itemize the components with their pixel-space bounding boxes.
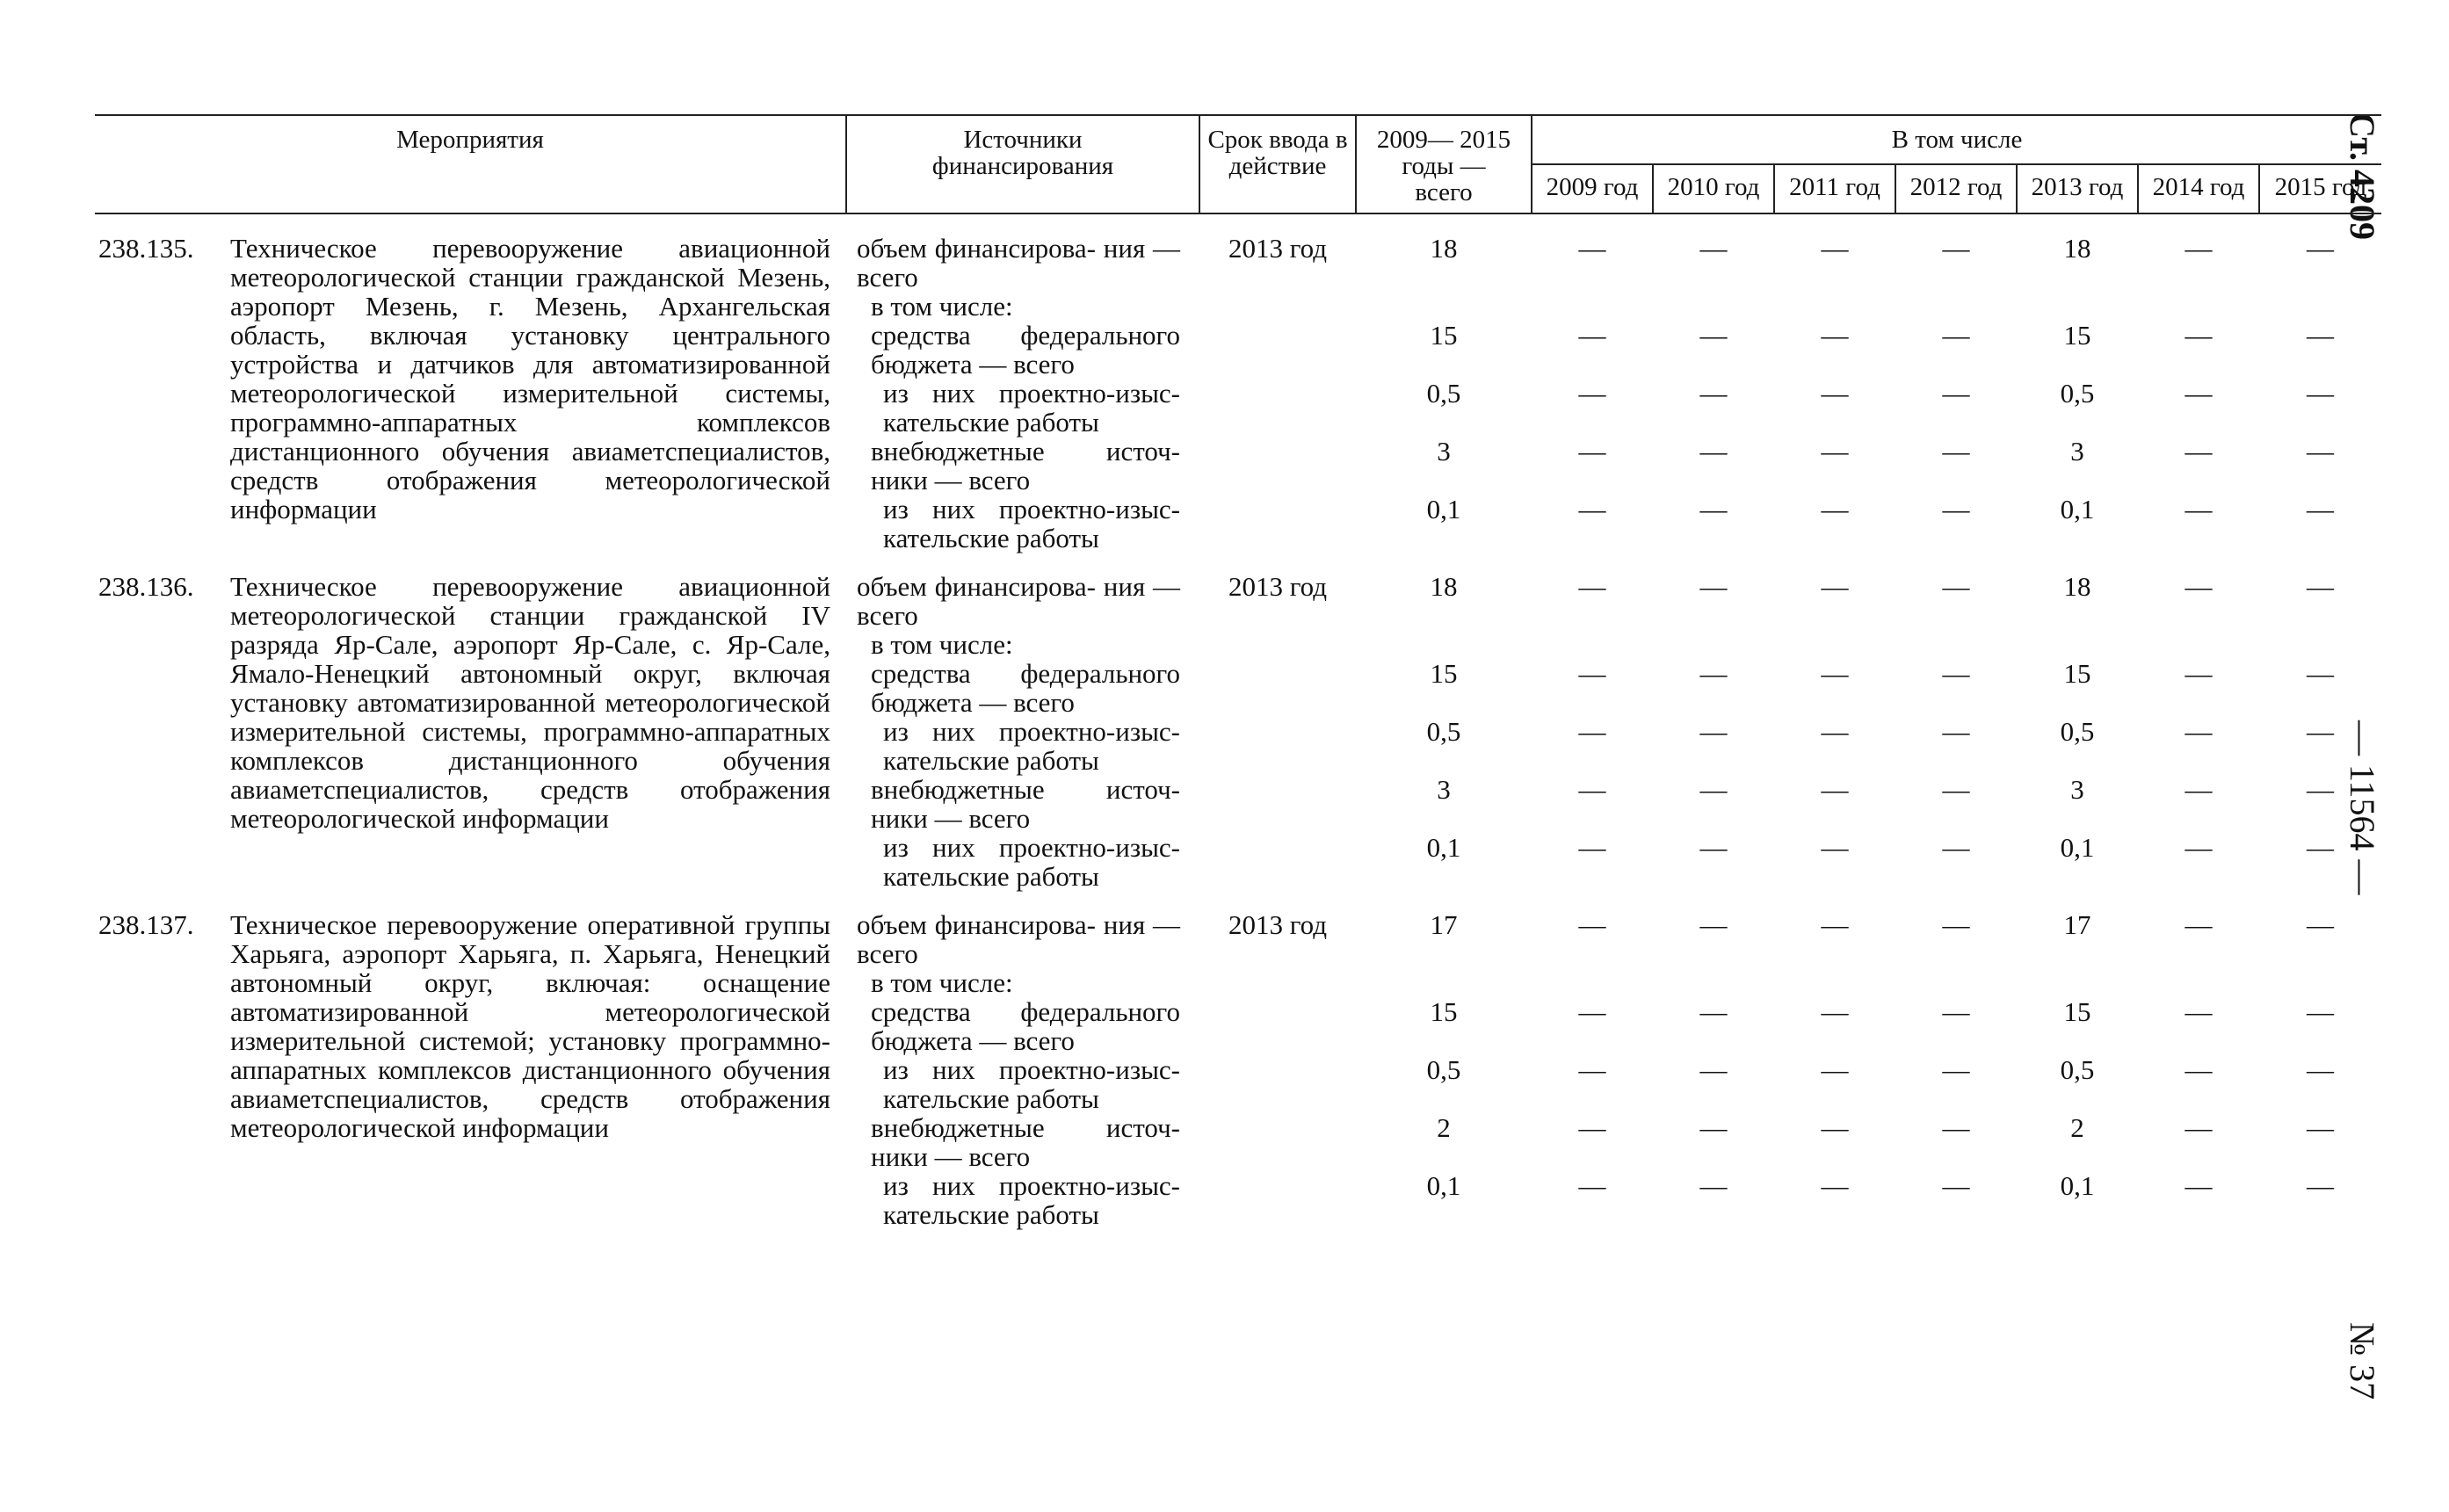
value-2011: — <box>1821 909 1849 940</box>
header-term: Срок ввода в действие <box>1199 115 1356 213</box>
value-2015: — <box>2307 658 2334 689</box>
entry-number: 238.135. <box>98 233 194 264</box>
value-2014: — <box>2185 658 2213 689</box>
entry-term: 2013 год <box>1228 571 1328 602</box>
value-2013: 0,5 <box>2060 378 2095 409</box>
source-offbudget-label: внебюджетные источ- ники — всего <box>871 436 1180 496</box>
value-2014: — <box>2185 320 2213 351</box>
value-2013: 18 <box>2063 233 2091 264</box>
value-total: 15 <box>1430 320 1458 351</box>
header-year: 2013 год <box>2017 164 2138 213</box>
entry-number: 238.136. <box>98 571 194 602</box>
source-rnd-label: из них проектно-изыс- кательские работы <box>883 1054 1180 1114</box>
value-2009: — <box>1578 996 1606 1027</box>
value-2011: — <box>1821 1170 1849 1201</box>
value-2011: — <box>1821 436 1849 467</box>
value-2014: — <box>2185 716 2213 747</box>
source-including-label: в том числе: <box>871 291 1013 322</box>
header-year: 2009 год <box>1532 164 1653 213</box>
value-2010: — <box>1699 1054 1728 1085</box>
value-2010: — <box>1699 1170 1728 1201</box>
value-2015: — <box>2307 996 2334 1027</box>
header-events: Мероприятия <box>95 115 846 213</box>
source-federal-label: средства федерального бюджета — всего <box>871 658 1180 718</box>
value-2011: — <box>1821 571 1849 602</box>
value-2013: 18 <box>2063 571 2091 602</box>
value-total: 15 <box>1430 658 1458 689</box>
value-2013: 15 <box>2063 320 2091 351</box>
value-total: 18 <box>1430 233 1458 264</box>
value-2011: — <box>1821 1054 1849 1085</box>
value-2013: 0,1 <box>2060 494 2095 524</box>
value-2011: — <box>1821 996 1849 1027</box>
value-2013: 0,5 <box>2060 716 2095 747</box>
value-2009: — <box>1578 320 1606 351</box>
value-2015: — <box>2307 494 2334 524</box>
entry-title: Техническое перевооружение авиационной метеорологической станции гражданской Мезень, аэропорт Мезень, г. Мезень, Архангельская область, включая установку центрального устройства и датчиков для автоматизированной метеорологической измерительной системы, программно-аппаратных комплексов дистанционного обучения авиаметспециалистов, средств отображения метеорологической информации <box>230 233 830 524</box>
header-year: 2014 год <box>2138 164 2259 213</box>
value-2013: 0,1 <box>2060 832 2095 863</box>
value-2011: — <box>1821 716 1849 747</box>
source-total-label: объем финансирова- ния — всего <box>857 909 1180 969</box>
value-2014: — <box>2185 909 2213 940</box>
value-2013: 3 <box>2070 436 2084 467</box>
source-offbudget-label: внебюджетные источ- ники — всего <box>871 1112 1180 1172</box>
source-rnd-label: из них проектно-изыс- кательские работы <box>883 832 1180 892</box>
entry-number: 238.137. <box>98 909 194 940</box>
value-2012: — <box>1942 233 1970 264</box>
value-2010: — <box>1699 494 1728 524</box>
value-2011: — <box>1821 832 1849 863</box>
value-2011: — <box>1821 233 1849 264</box>
value-2012: — <box>1942 494 1970 524</box>
entry-row-total <box>95 572 2381 630</box>
value-2014: — <box>2185 571 2213 602</box>
source-rnd-label: из них проектно-изыс- кательские работы <box>883 1170 1180 1230</box>
value-total: 3 <box>1437 436 1451 467</box>
value-2011: — <box>1821 494 1849 524</box>
entry-row-total <box>95 910 2381 968</box>
header-sources: Источники финансирования <box>846 115 1199 213</box>
value-2015: — <box>2307 436 2334 467</box>
value-2010: — <box>1699 378 1728 409</box>
value-2014: — <box>2185 1054 2213 1085</box>
value-2010: — <box>1699 320 1728 351</box>
header-year: 2010 год <box>1653 164 1774 213</box>
value-2012: — <box>1942 716 1970 747</box>
value-2015: — <box>2307 1170 2334 1201</box>
value-2010: — <box>1699 571 1728 602</box>
value-2015: — <box>2307 774 2334 805</box>
value-2015: — <box>2307 832 2334 863</box>
value-2011: — <box>1821 1112 1849 1143</box>
financing-table <box>95 114 2381 1248</box>
value-total: 0,1 <box>1426 1170 1461 1201</box>
source-rnd-label: из них проектно-изыс- кательские работы <box>883 378 1180 438</box>
value-2010: — <box>1699 909 1728 940</box>
value-2010: — <box>1699 1112 1728 1143</box>
value-2012: — <box>1942 378 1970 409</box>
value-2013: 3 <box>2070 774 2084 805</box>
value-2009: — <box>1578 909 1606 940</box>
value-2012: — <box>1942 1170 1970 1201</box>
entry-separator <box>95 891 2381 910</box>
value-2015: — <box>2307 1054 2334 1085</box>
value-2009: — <box>1578 436 1606 467</box>
source-total-label: объем финансирова- ния — всего <box>857 571 1180 631</box>
value-2014: — <box>2185 378 2213 409</box>
value-2010: — <box>1699 996 1728 1027</box>
value-2012: — <box>1942 1112 1970 1143</box>
value-2012: — <box>1942 774 1970 805</box>
value-2014: — <box>2185 1170 2213 1201</box>
value-2012: — <box>1942 320 1970 351</box>
value-2014: — <box>2185 436 2213 467</box>
source-total-label: объем финансирова- ния — всего <box>857 233 1180 293</box>
entry-title: Техническое перевооружение оперативной группы Харьяга, аэропорт Харьяга, п. Харьяга, Ненецкий автономный округ, включая: оснащение автоматизированной метеорологической измерительной системой; установку программно-аппаратных комплексов дистанционного обучения авиаметспециалистов, средств отображения метеорологической информации <box>230 909 830 1143</box>
header-year: 2011 год <box>1774 164 1895 213</box>
value-2009: — <box>1578 233 1606 264</box>
value-total: 15 <box>1430 996 1458 1027</box>
value-2015: — <box>2307 909 2334 940</box>
value-total: 18 <box>1430 571 1458 602</box>
page-reference: Ст. 4209 <box>2343 112 2382 240</box>
value-2009: — <box>1578 658 1606 689</box>
value-total: 2 <box>1437 1112 1451 1143</box>
value-total: 0,5 <box>1426 1054 1461 1085</box>
value-2013: 15 <box>2063 996 2091 1027</box>
value-2014: — <box>2185 832 2213 863</box>
value-2015: — <box>2307 571 2334 602</box>
value-2010: — <box>1699 832 1728 863</box>
source-offbudget-label: внебюджетные источ- ники — всего <box>871 774 1180 834</box>
value-2010: — <box>1699 233 1728 264</box>
value-2009: — <box>1578 832 1606 863</box>
value-2014: — <box>2185 233 2213 264</box>
value-total: 17 <box>1430 909 1458 940</box>
value-2009: — <box>1578 378 1606 409</box>
header-year: 2015 год <box>2259 164 2381 213</box>
source-rnd-label: из них проектно-изыс- кательские работы <box>883 494 1180 553</box>
value-2013: 0,1 <box>2060 1170 2095 1201</box>
value-total: 0,5 <box>1426 716 1461 747</box>
value-2009: — <box>1578 1054 1606 1085</box>
value-2015: — <box>2307 716 2334 747</box>
entry-title: Техническое перевооружение авиационной метеорологической станции гражданской IV разряда Яр-Сале, аэропорт Яр-Сале, с. Яр-Сале, Ямало-Ненецкий автономный округ, включая установку автоматизированной метеорологической измерительной системы, программно-аппаратных комплексов дистанционного обучения авиаметспециалистов, средств отображения метеорологической информации <box>230 571 830 834</box>
value-2011: — <box>1821 320 1849 351</box>
table-body <box>95 213 2381 1248</box>
value-2010: — <box>1699 774 1728 805</box>
value-2012: — <box>1942 996 1970 1027</box>
value-2012: — <box>1942 909 1970 940</box>
value-total: 0,5 <box>1426 378 1461 409</box>
value-total: 0,1 <box>1426 832 1461 863</box>
source-including-label: в том числе: <box>871 629 1013 660</box>
value-2013: 17 <box>2063 909 2091 940</box>
source-rnd-label: из них проектно-изыс- кательские работы <box>883 716 1180 776</box>
value-total: 3 <box>1437 774 1451 805</box>
entry-term: 2013 год <box>1228 909 1328 940</box>
value-2013: 0,5 <box>2060 1054 2095 1085</box>
entry-separator <box>95 1229 2381 1248</box>
value-2012: — <box>1942 571 1970 602</box>
value-2010: — <box>1699 716 1728 747</box>
value-2014: — <box>2185 996 2213 1027</box>
value-2012: — <box>1942 658 1970 689</box>
value-total: 0,1 <box>1426 494 1461 524</box>
source-federal-label: средства федерального бюджета — всего <box>871 320 1180 380</box>
value-2009: — <box>1578 571 1606 602</box>
value-2012: — <box>1942 436 1970 467</box>
value-2015: — <box>2307 1112 2334 1143</box>
value-2009: — <box>1578 1170 1606 1201</box>
value-2015: — <box>2307 233 2334 264</box>
entry-term: 2013 год <box>1228 233 1328 264</box>
source-including-label: в том числе: <box>871 967 1013 998</box>
value-2010: — <box>1699 436 1728 467</box>
value-2011: — <box>1821 658 1849 689</box>
document-page-number: — 11564 — <box>2343 720 2382 895</box>
entry-row-total <box>95 234 2381 292</box>
value-2011: — <box>1821 774 1849 805</box>
header-year: 2012 год <box>1895 164 2017 213</box>
value-2010: — <box>1699 658 1728 689</box>
value-2012: — <box>1942 1054 1970 1085</box>
value-2012: — <box>1942 832 1970 863</box>
issue-number: № 37 <box>2343 1322 2382 1400</box>
header-including: В том числе <box>1532 115 2381 164</box>
value-2015: — <box>2307 320 2334 351</box>
value-2014: — <box>2185 1112 2213 1143</box>
table-header <box>95 115 2381 213</box>
entry-separator <box>95 553 2381 572</box>
value-2013: 2 <box>2070 1112 2084 1143</box>
value-2011: — <box>1821 378 1849 409</box>
value-2014: — <box>2185 494 2213 524</box>
value-2009: — <box>1578 1112 1606 1143</box>
value-2013: 15 <box>2063 658 2091 689</box>
value-2009: — <box>1578 494 1606 524</box>
value-2015: — <box>2307 378 2334 409</box>
value-2014: — <box>2185 774 2213 805</box>
header-total: 2009— 2015 годы — всего <box>1356 115 1532 213</box>
source-federal-label: средства федерального бюджета — всего <box>871 996 1180 1056</box>
value-2009: — <box>1578 716 1606 747</box>
value-2009: — <box>1578 774 1606 805</box>
